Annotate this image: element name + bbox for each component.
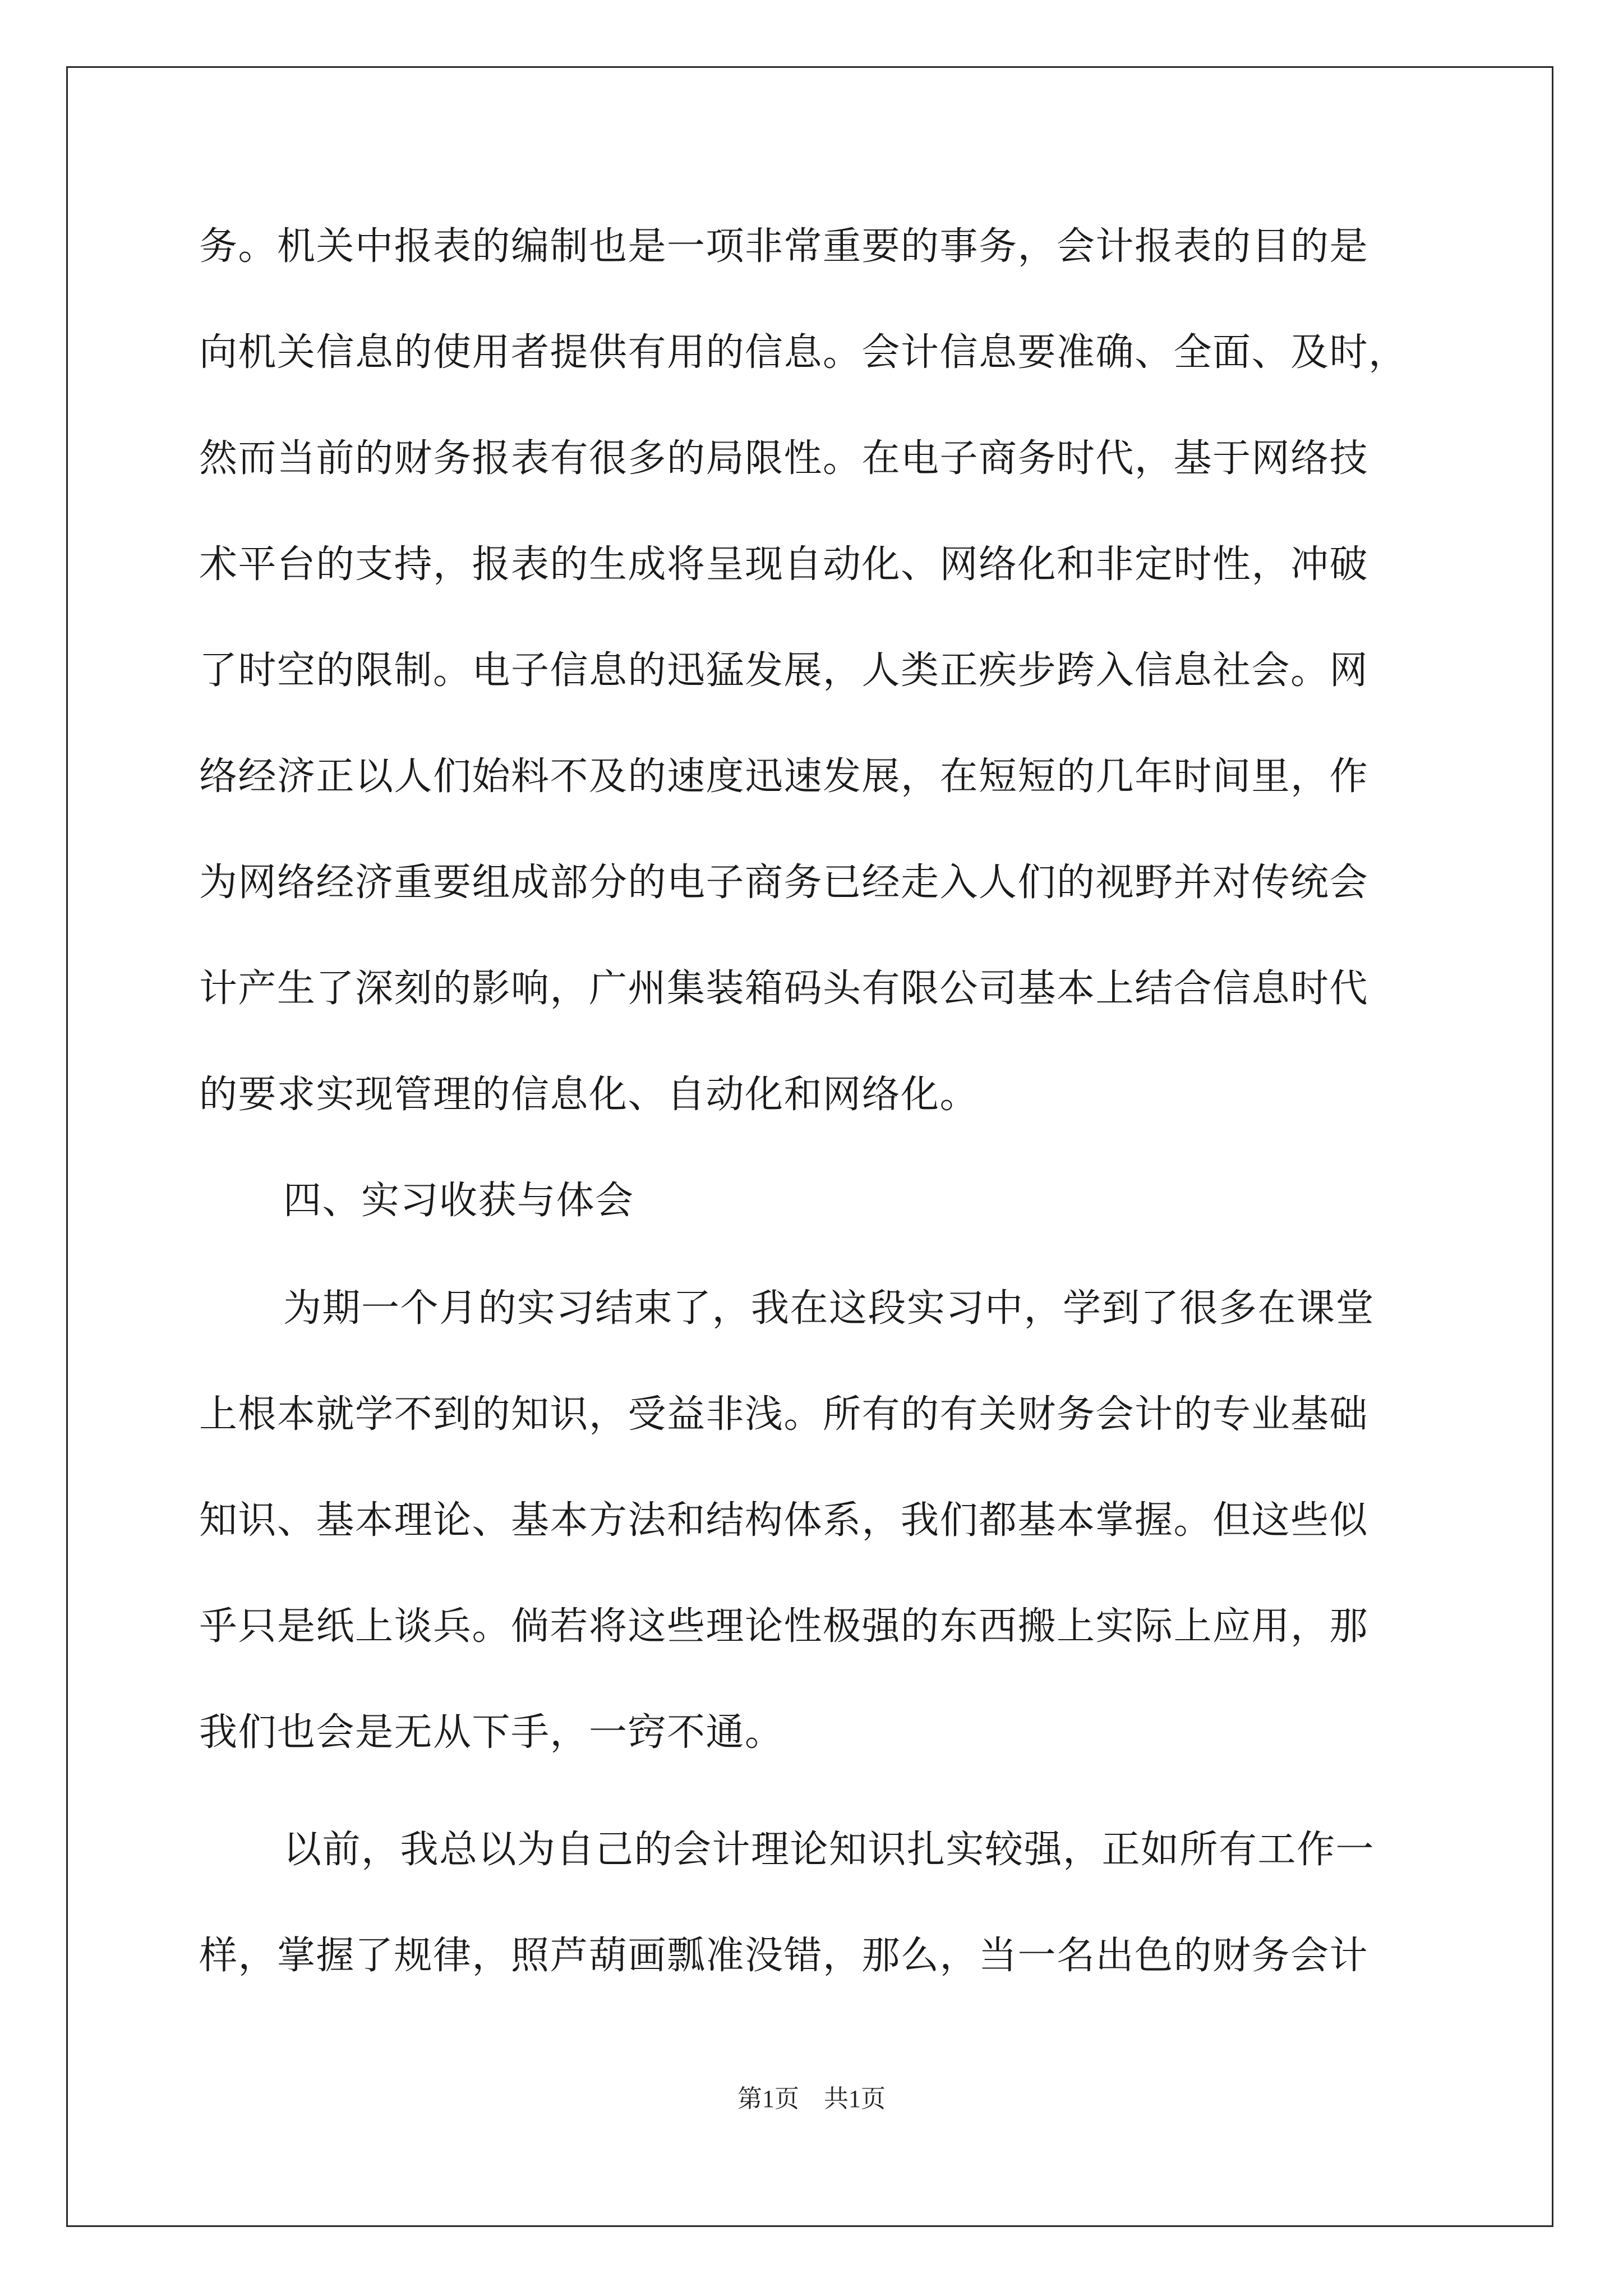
paragraph-line: 务。机关中报表的编制也是一项非常重要的事务，会计报表的目的是 <box>199 224 1369 269</box>
paragraph-line: 为网络经济重要组成部分的电子商务已经走入人们的视野并对传统会 <box>199 861 1369 905</box>
paragraph-line: 络经济正以人们始料不及的速度迅速发展，在短短的几年时间里，作 <box>199 754 1369 799</box>
paragraph-line: 计产生了深刻的影响，广州集装箱码头有限公司基本上结合信息时代 <box>199 967 1369 1011</box>
page-footer <box>0 2082 1623 2116</box>
paragraph-line: 我们也会是无从下手，一窍不通。 <box>199 1710 784 1755</box>
section-heading: 四、实习收获与体会 <box>283 1179 634 1223</box>
paragraph-line: 然而当前的财务报表有很多的局限性。在电子商务时代，基于网络技 <box>199 436 1369 481</box>
paragraph-line: 为期一个月的实习结束了，我在这段实习中，学到了很多在课堂 <box>283 1286 1375 1331</box>
paragraph-line: 术平台的支持，报表的生成将呈现自动化、网络化和非定时性，冲破 <box>199 542 1369 587</box>
page-total: 共1页 <box>824 2085 886 2113</box>
paragraph-line: 样，掌握了规律，照芦葫画瓢准没错，那么，当一名出色的财务会计 <box>199 1934 1369 1978</box>
paragraph-line: 的要求实现管理的信息化、自动化和网络化。 <box>199 1073 979 1117</box>
paragraph-line: 上根本就学不到的知识，受益非浅。所有的有关财务会计的专业基础 <box>199 1392 1369 1437</box>
paragraph-line: 乎只是纸上谈兵。倘若将这些理论性极强的东西搬上实际上应用，那 <box>199 1604 1369 1649</box>
page-number: 第1页 <box>737 2085 799 2113</box>
paragraph-line: 向机关信息的使用者提供有用的信息。会计信息要准确、全面、及时， <box>199 330 1408 375</box>
paragraph-line: 了时空的限制。电子信息的迅猛发展，人类正疾步跨入信息社会。网 <box>199 648 1369 693</box>
paragraph-line: 知识、基本理论、基本方法和结构体系，我们都基本掌握。但这些似 <box>199 1498 1369 1543</box>
paragraph-line: 以前，我总以为自己的会计理论知识扎实较强，正如所有工作一 <box>283 1828 1375 1872</box>
page-border <box>66 66 1553 2227</box>
